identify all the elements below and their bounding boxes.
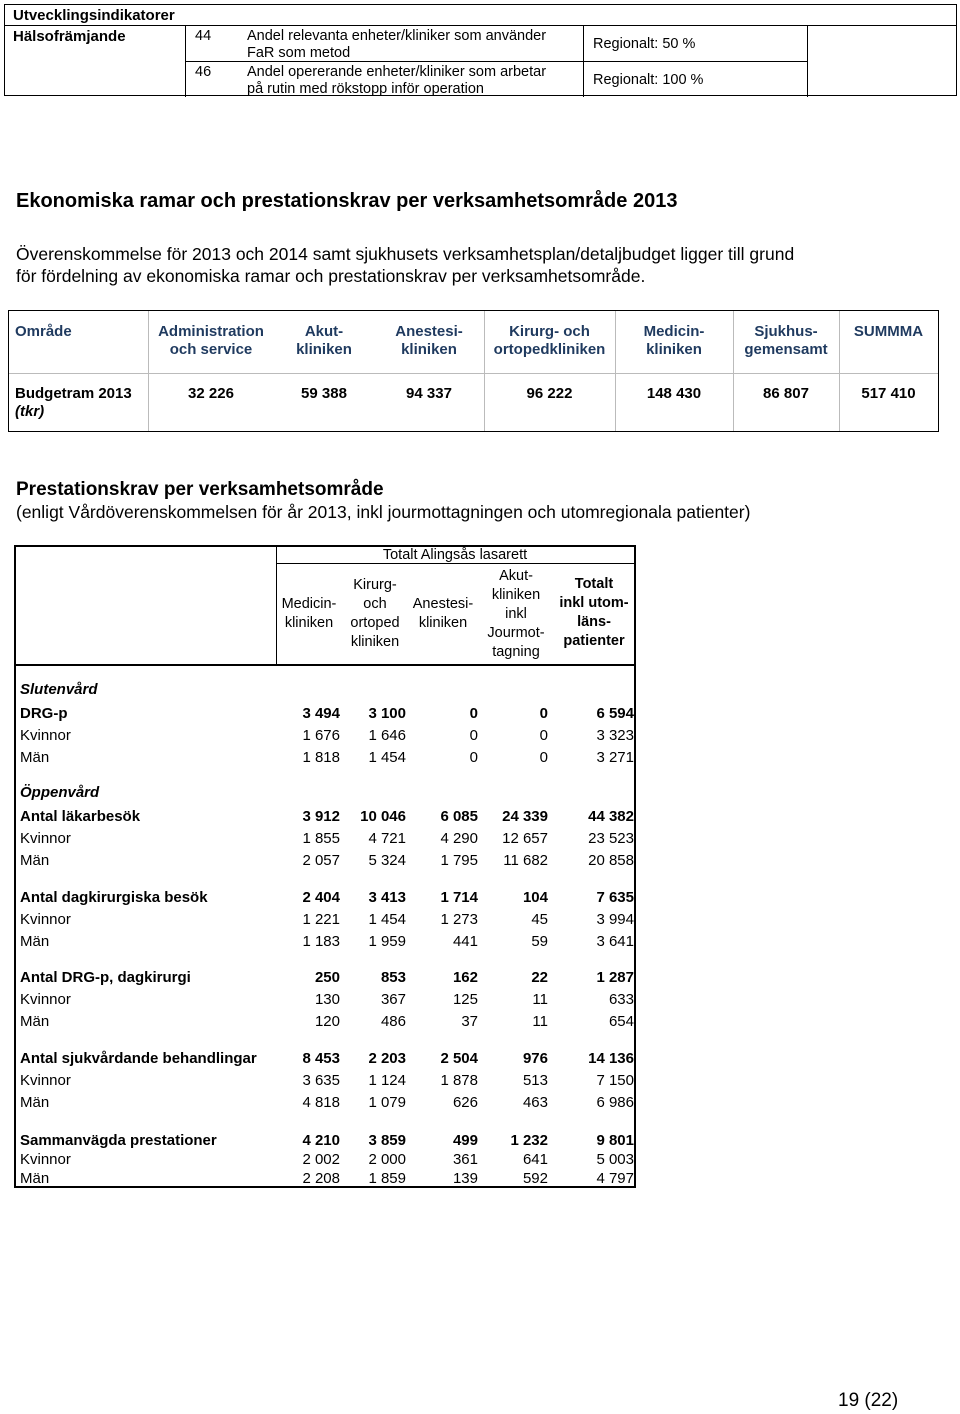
table-cell: 20 858: [588, 852, 634, 869]
table-cell: 11: [532, 1013, 548, 1030]
table-cell: 463: [522, 1094, 548, 1111]
budget-value: 86 807: [763, 385, 809, 402]
row-label: Kvinnor: [20, 727, 71, 744]
budget-row-label: Budgetram 2013 (tkr): [15, 385, 132, 420]
table-cell: 2 203: [368, 1050, 406, 1067]
table-cell: 8 453: [302, 1050, 340, 1067]
paragraph-line: för fördelning av ekonomiska ramar och prestationskrav per verksamhetsområde.: [16, 266, 646, 286]
table-cell: 4 210: [302, 1132, 340, 1149]
table-cell: 59: [531, 933, 548, 950]
table-cell: 1 454: [368, 911, 406, 928]
table-row: [18, 1048, 634, 1070]
table-cell: 654: [608, 1013, 634, 1030]
table-cell: 3 100: [368, 705, 406, 722]
table-row: [18, 1070, 634, 1092]
table-cell: 45: [531, 911, 548, 928]
table-cell: 3 271: [596, 749, 634, 766]
perf-section-label: Slutenvård: [20, 681, 98, 698]
table-cell: 139: [452, 1170, 478, 1187]
indicator-target: Regionalt: 100 %: [593, 72, 704, 88]
table-cell: 0: [469, 705, 478, 722]
performance-table: [14, 545, 636, 1188]
budget-value: 148 430: [646, 385, 702, 402]
perf-group-header: Totalt Alingsås lasarett: [382, 547, 528, 563]
row-label: Kvinnor: [20, 1151, 71, 1168]
budget-header-cell: Sjukhus- gemensamt: [744, 323, 828, 358]
indicator-number: 44: [195, 28, 212, 44]
row-label: Sammanvägda prestationer: [20, 1132, 217, 1149]
row-label: Kvinnor: [20, 911, 71, 928]
table-cell: 0: [469, 727, 478, 744]
perf-column-header: Totalt inkl utom- läns- patienter: [559, 576, 629, 649]
table-cell: 0: [539, 727, 548, 744]
row-label: Män: [20, 1094, 50, 1111]
budget-table: [8, 310, 939, 432]
section-heading: Ekonomiska ramar och prestationskrav per verksamhetsområde 2013: [16, 190, 678, 212]
table-row: [18, 931, 634, 953]
budget-header-cell: SUMMMA: [853, 323, 924, 340]
table-cell: 44 382: [588, 808, 634, 825]
budget-value: 59 388: [301, 385, 347, 402]
table-cell: 1 855: [302, 830, 340, 847]
row-label: Män: [20, 852, 50, 869]
row-label: Kvinnor: [20, 991, 71, 1008]
table-cell: 626: [452, 1094, 478, 1111]
table-cell: 486: [380, 1013, 406, 1030]
row-label: Män: [20, 1013, 50, 1030]
indicator-number: 46: [195, 64, 212, 80]
table-cell: 12 657: [502, 830, 548, 847]
table-cell: 6 986: [596, 1094, 634, 1111]
table-cell: 1 287: [596, 969, 634, 986]
table-cell: 2 404: [302, 889, 340, 906]
indicator-target: Regionalt: 50 %: [593, 36, 696, 52]
table-row: [18, 909, 634, 931]
budget-value: 96 222: [526, 385, 573, 402]
table-cell: 162: [452, 969, 478, 986]
table-cell: 853: [380, 969, 406, 986]
table-cell: 3 413: [368, 889, 406, 906]
table-cell: 1 676: [302, 727, 340, 744]
indicator-text: Andel opererande enheter/kliniker som arbetar: [247, 64, 547, 80]
table-cell: 367: [380, 991, 406, 1008]
table-cell: 0: [539, 749, 548, 766]
indicator-table: [4, 4, 957, 96]
table-cell: 24 339: [502, 808, 548, 825]
table-cell: 2 057: [302, 852, 340, 869]
table-cell: 23 523: [588, 830, 634, 847]
table-row: [18, 1092, 634, 1114]
perf-section-label: Öppenvård: [20, 784, 100, 801]
table-cell: 125: [452, 991, 478, 1008]
table-row: [18, 703, 634, 725]
table-cell: 2 504: [440, 1050, 478, 1067]
table-cell: 3 994: [596, 911, 634, 928]
table-cell: 0: [469, 749, 478, 766]
table-cell: 4 721: [368, 830, 406, 847]
table-row: [18, 725, 634, 747]
section-heading: Prestationskrav per verksamhetsområde: [16, 479, 384, 500]
paragraph-line: Överenskommelse för 2013 och 2014 samt sjukhusets verksamhetsplan/detaljbudget ligger till grund: [16, 244, 795, 264]
budget-value: 94 337: [406, 385, 452, 402]
table-cell: 1 959: [368, 933, 406, 950]
perf-column-header: Medicin- kliniken: [281, 596, 337, 631]
row-label: Antal DRG-p, dagkirurgi: [20, 969, 191, 986]
table-cell: 641: [522, 1151, 548, 1168]
budget-header-cell: Medicin- kliniken: [643, 323, 705, 358]
row-label: Kvinnor: [20, 830, 71, 847]
indicator-text: Andel relevanta enheter/kliniker som använder: [247, 28, 547, 44]
table-cell: 7 150: [596, 1072, 634, 1089]
budget-header-cell: Anestesi- kliniken: [395, 323, 463, 358]
table-cell: 10 046: [360, 808, 406, 825]
indicator-table-title: Utvecklingsindikatorer: [13, 7, 175, 24]
row-label: Män: [20, 1170, 50, 1187]
budget-header-cell: Administration och service: [158, 323, 264, 358]
row-label: Antal dagkirurgiska besök: [20, 889, 208, 906]
table-row: [18, 850, 634, 872]
indicator-text: FaR som metod: [247, 45, 351, 61]
table-cell: 976: [522, 1050, 548, 1067]
table-cell: 1 795: [440, 852, 478, 869]
table-cell: 1 818: [302, 749, 340, 766]
table-cell: 37: [461, 1013, 478, 1030]
page-number: 19 (22): [838, 1390, 899, 1411]
table-row: [18, 1011, 634, 1033]
table-cell: 1 273: [440, 911, 478, 928]
table-cell: 14 136: [588, 1050, 634, 1067]
table-cell: 4 290: [440, 830, 478, 847]
table-cell: 3 641: [596, 933, 634, 950]
indicator-text: på rutin med rökstopp inför operation: [247, 81, 484, 97]
row-label: Män: [20, 749, 50, 766]
table-cell: 3 859: [368, 1132, 406, 1149]
table-cell: 2 002: [302, 1151, 340, 1168]
table-cell: 1 878: [440, 1072, 478, 1089]
budget-header-cell: Akut- kliniken: [296, 323, 352, 358]
table-cell: 130: [314, 991, 340, 1008]
table-cell: 250: [314, 969, 340, 986]
row-label: Kvinnor: [20, 1072, 71, 1089]
budget-header-cell: Kirurg- och ortopedkliniken: [493, 323, 606, 358]
table-cell: 1 714: [440, 889, 478, 906]
budget-value: 32 226: [188, 385, 234, 402]
table-cell: 1 183: [302, 933, 340, 950]
table-cell: 6 085: [440, 808, 478, 825]
table-cell: 11 682: [503, 852, 548, 869]
table-cell: 513: [522, 1072, 548, 1089]
table-cell: 1 859: [368, 1170, 406, 1187]
table-cell: 11: [532, 991, 548, 1008]
table-cell: 441: [452, 933, 478, 950]
table-cell: 5 324: [368, 852, 406, 869]
table-cell: 5 003: [596, 1151, 634, 1168]
indicator-table-header: [5, 5, 956, 26]
table-cell: 120: [314, 1013, 340, 1030]
table-cell: 3 494: [302, 705, 340, 722]
table-cell: 1 454: [368, 749, 406, 766]
table-cell: 1 079: [368, 1094, 406, 1111]
table-cell: 4 818: [302, 1094, 340, 1111]
table-cell: 2 208: [302, 1170, 340, 1187]
table-row: [18, 747, 634, 769]
table-row: [18, 967, 634, 989]
table-cell: 499: [452, 1132, 478, 1149]
table-cell: 3 912: [302, 808, 340, 825]
table-cell: 592: [522, 1170, 548, 1187]
table-cell: 22: [531, 969, 548, 986]
table-row: [18, 806, 634, 828]
table-cell: 4 797: [596, 1170, 634, 1187]
table-cell: 1 221: [302, 911, 340, 928]
table-cell: 0: [539, 705, 548, 722]
table-cell: 6 594: [596, 705, 634, 722]
table-cell: 3 323: [596, 727, 634, 744]
table-cell: 633: [608, 991, 634, 1008]
table-cell: 2 000: [368, 1151, 406, 1168]
table-cell: 361: [452, 1151, 478, 1168]
row-label: Män: [20, 933, 50, 950]
table-cell: 7 635: [596, 889, 634, 906]
table-cell: 9 801: [596, 1132, 634, 1149]
table-row: [18, 887, 634, 909]
table-cell: 1 646: [368, 727, 406, 744]
perf-column-header: Anestesi- kliniken: [412, 596, 474, 631]
table-cell: 3 635: [302, 1072, 340, 1089]
budget-value: 517 410: [861, 385, 916, 402]
budget-header-cell: Område: [15, 323, 72, 340]
indicator-category: Hälsofrämjande: [13, 28, 126, 45]
table-row: [18, 989, 634, 1011]
row-label: Antal sjukvårdande behandlingar: [20, 1050, 257, 1067]
perf-column-header: Akut- kliniken inkl Jourmot- tagning: [487, 568, 545, 660]
perf-column-header: Kirurg- och ortoped kliniken: [350, 577, 400, 650]
table-row: [18, 828, 634, 850]
section-subtitle: (enligt Vårdöverenskommelsen för år 2013, inkl jourmottagningen och utomregionala patienter): [16, 502, 751, 522]
row-label: DRG-p: [20, 705, 68, 722]
row-label: Antal läkarbesök: [20, 808, 141, 825]
table-row: [18, 1168, 634, 1190]
table-cell: 1 124: [368, 1072, 406, 1089]
table-cell: 1 232: [510, 1132, 548, 1149]
table-cell: 104: [522, 889, 548, 906]
